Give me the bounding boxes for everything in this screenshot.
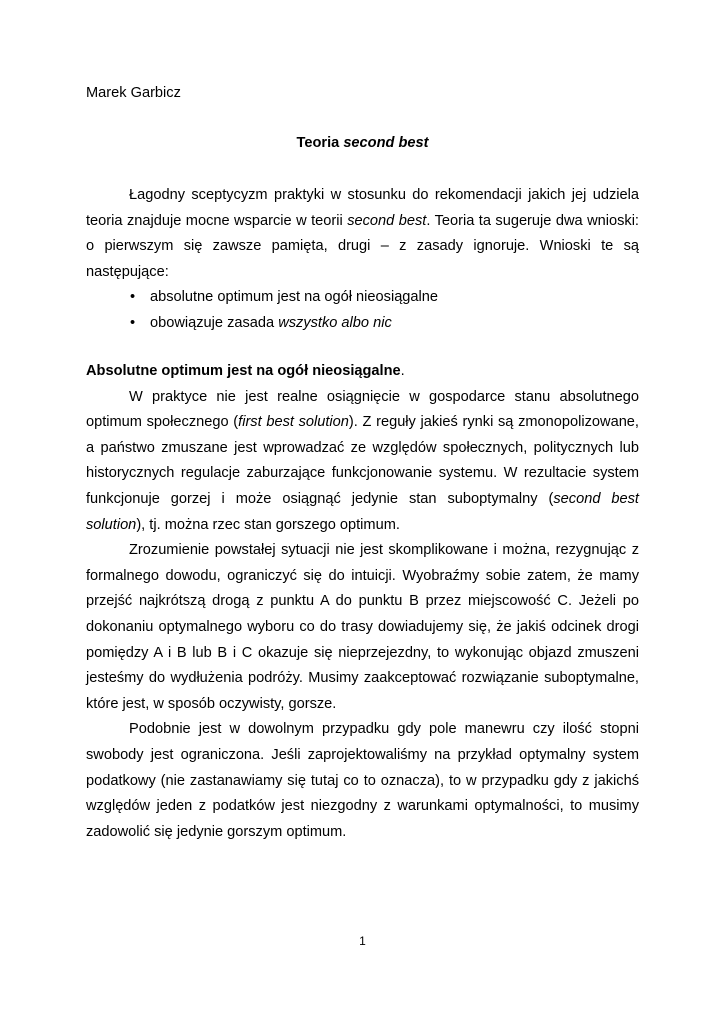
p1-italic-1: first best solution <box>238 414 349 431</box>
section-heading <box>86 359 639 385</box>
bullet-icon: • <box>130 314 136 331</box>
paragraph-3: Podobnie jest w dowolnym przypadku gdy pole manewru czy ilość stopni swobody jest ograniczona. Jeśli zaprojektowaliśmy na przykład optymalny system podatkowy (nie zastanawiamy się tutaj co to oznacza), to w przypadku gdy z jakichś względów jeden z podatków jest niezgodny z warunkami optymalności, to musimy zadowolić się jedynie gorszym optimum. <box>86 721 639 840</box>
list-item <box>130 285 639 311</box>
p1-text-3: ), tj. można rzec stan gorszego optimum. <box>136 516 400 533</box>
page-number: 1 <box>359 934 366 948</box>
list-item <box>130 311 639 337</box>
p1-italic-2: second best solution <box>86 490 639 533</box>
main-section <box>86 359 639 845</box>
author-name: Marek Garbicz <box>86 85 181 101</box>
intro-text-2: . Teoria ta sugeruje dwa wnioski: o pierwszym się zawsze pamięta, drugi – z zasady ignoruje. Wnioski te są następujące: <box>86 212 639 280</box>
bullet-text: absolutne optimum jest na ogół nieosiągalne <box>150 289 439 306</box>
p1-text-1: W praktyce nie jest realne osiągnięcie w gospodarce stanu absolutnego optimum społecznego ( <box>86 388 639 431</box>
paragraph-1 <box>86 385 639 539</box>
section-heading-text: Absolutne optimum jest na ogół nieosiągalne <box>86 363 401 379</box>
intro-paragraph <box>86 183 639 285</box>
intro-block <box>86 183 639 337</box>
p1-text-2: ). Z reguły jakieś rynki są zmonopolizowane, a państwo zmuszane jest wprowadzać ze względów społecznych, politycznych lub historycznych regulacje zaburzające funkcjonowanie systemu. W rezultacie system funkcjonuje gorzej i może osiągnąć jedynie stan suboptymalny ( <box>86 414 639 507</box>
intro-text-1: Łagodny sceptycyzm praktyki w stosunku do rekomendacji jakich jej udziela teoria znajduje mocne wsparcie w teorii <box>86 187 639 229</box>
conclusions-list <box>86 285 639 336</box>
paragraph-2: Zrozumienie powstałej sytuacji nie jest skomplikowane i można, rezygnując z formalnego dowodu, ograniczyć się do intuicji. Wyobraźmy sobie zatem, że mamy przejść najkrótszą drogą z punktu A do punktu B przez miejscowość C. Jeżeli po dokonaniu optymalnego wyboru co do trasy dowiadujemy się, że jakiś odcinek drogi pomiędzy A i B lub B i C okazuje się nieprzejezdny, to wykonując objazd zmuszeni jesteśmy do wydłużenia podróży. Musimy zaakceptować rozwiązanie suboptymalne, które jest, w sposób oczywisty, gorsze. <box>86 542 639 712</box>
bullet-italic: wszystko albo nic <box>278 314 392 331</box>
bullet-icon: • <box>130 289 136 306</box>
intro-italic: second best <box>347 212 427 229</box>
document-title <box>0 135 725 151</box>
title-italic: second best <box>343 135 429 151</box>
section-heading-period: . <box>400 363 405 379</box>
bullet-text: obowiązuje zasada <box>150 314 279 331</box>
title-main: Teoria <box>296 135 344 151</box>
